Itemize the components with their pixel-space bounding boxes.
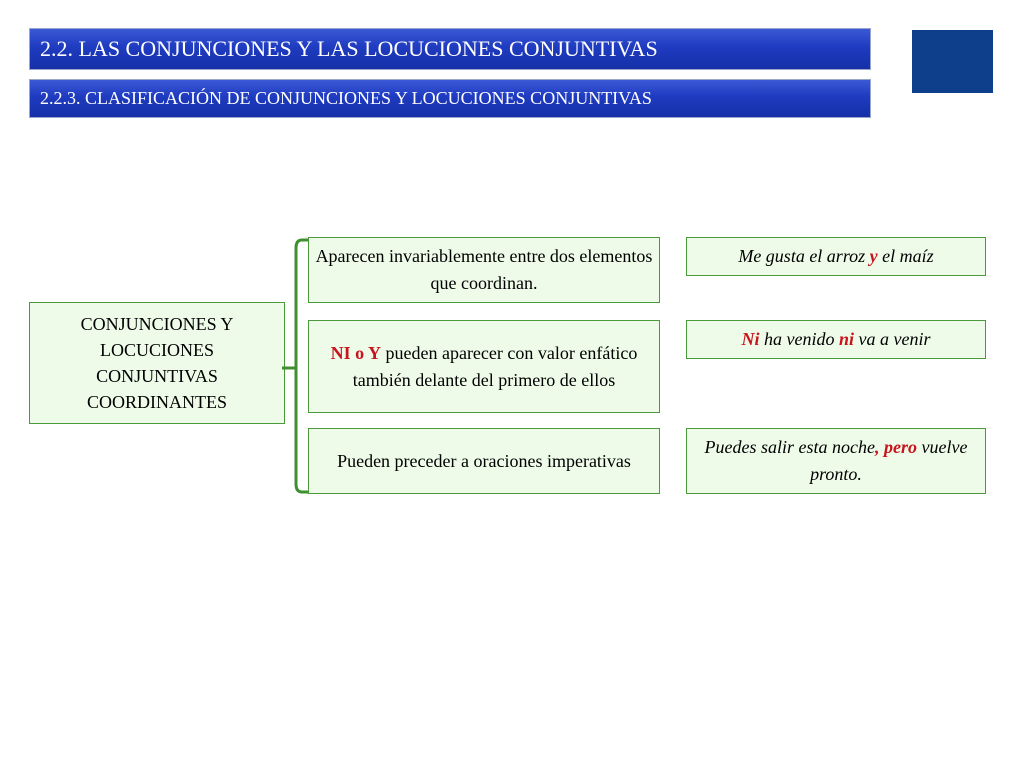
example-2-middle: ha venido [759,329,839,349]
section-title: 2.2. LAS CONJUNCIONES Y LAS LOCUCIONES CONJUNTIVAS [40,36,658,61]
rule-content-2 [309,340,659,394]
rule-text-2: pueden aparecer con valor enfático también delante del primero de ellos [352,342,638,390]
rule-text-1: Aparecen invariablemente entre dos elementos que coordinan. [315,246,653,293]
example-3-after: vuelve pronto. [810,437,968,484]
root-concept-box [29,302,285,424]
rule-text-3: Pueden preceder a oraciones imperativas [337,450,631,471]
corner-block [912,30,993,93]
rule-box-1 [308,237,660,303]
root-concept-text [81,311,234,415]
example-3-highlight: , pero [875,437,917,457]
example-1-after: el maíz [877,246,934,266]
root-line-2: LOCUCIONES [99,340,214,360]
example-box-3 [686,428,986,494]
example-1-highlight: y [869,246,878,266]
rule-box-3 [308,428,660,494]
example-3-before: Puedes salir esta noche [704,437,875,457]
example-content-1 [738,243,933,270]
example-2-highlight-2: ni [838,329,854,349]
example-2-after: va a venir [854,329,931,349]
example-content-3 [687,434,985,488]
root-line-4: COORDINANTES [86,392,227,412]
root-line-1: CONJUNCIONES Y [80,314,234,334]
rule-box-2 [308,320,660,413]
subsection-title-banner [29,79,871,118]
rule-highlight-2: NI o Y [330,342,381,363]
example-2-highlight-1: Ni [741,329,760,349]
root-line-3: CONJUNTIVAS [96,366,218,386]
section-title-banner [29,28,871,70]
example-box-1 [686,237,986,276]
subsection-title: 2.2.3. CLASIFICACIÓN DE CONJUNCIONES Y LOCUCIONES CONJUNTIVAS [40,88,652,108]
example-box-2 [686,320,986,359]
example-content-2 [742,326,931,353]
example-1-before: Me gusta el arroz [738,246,870,266]
